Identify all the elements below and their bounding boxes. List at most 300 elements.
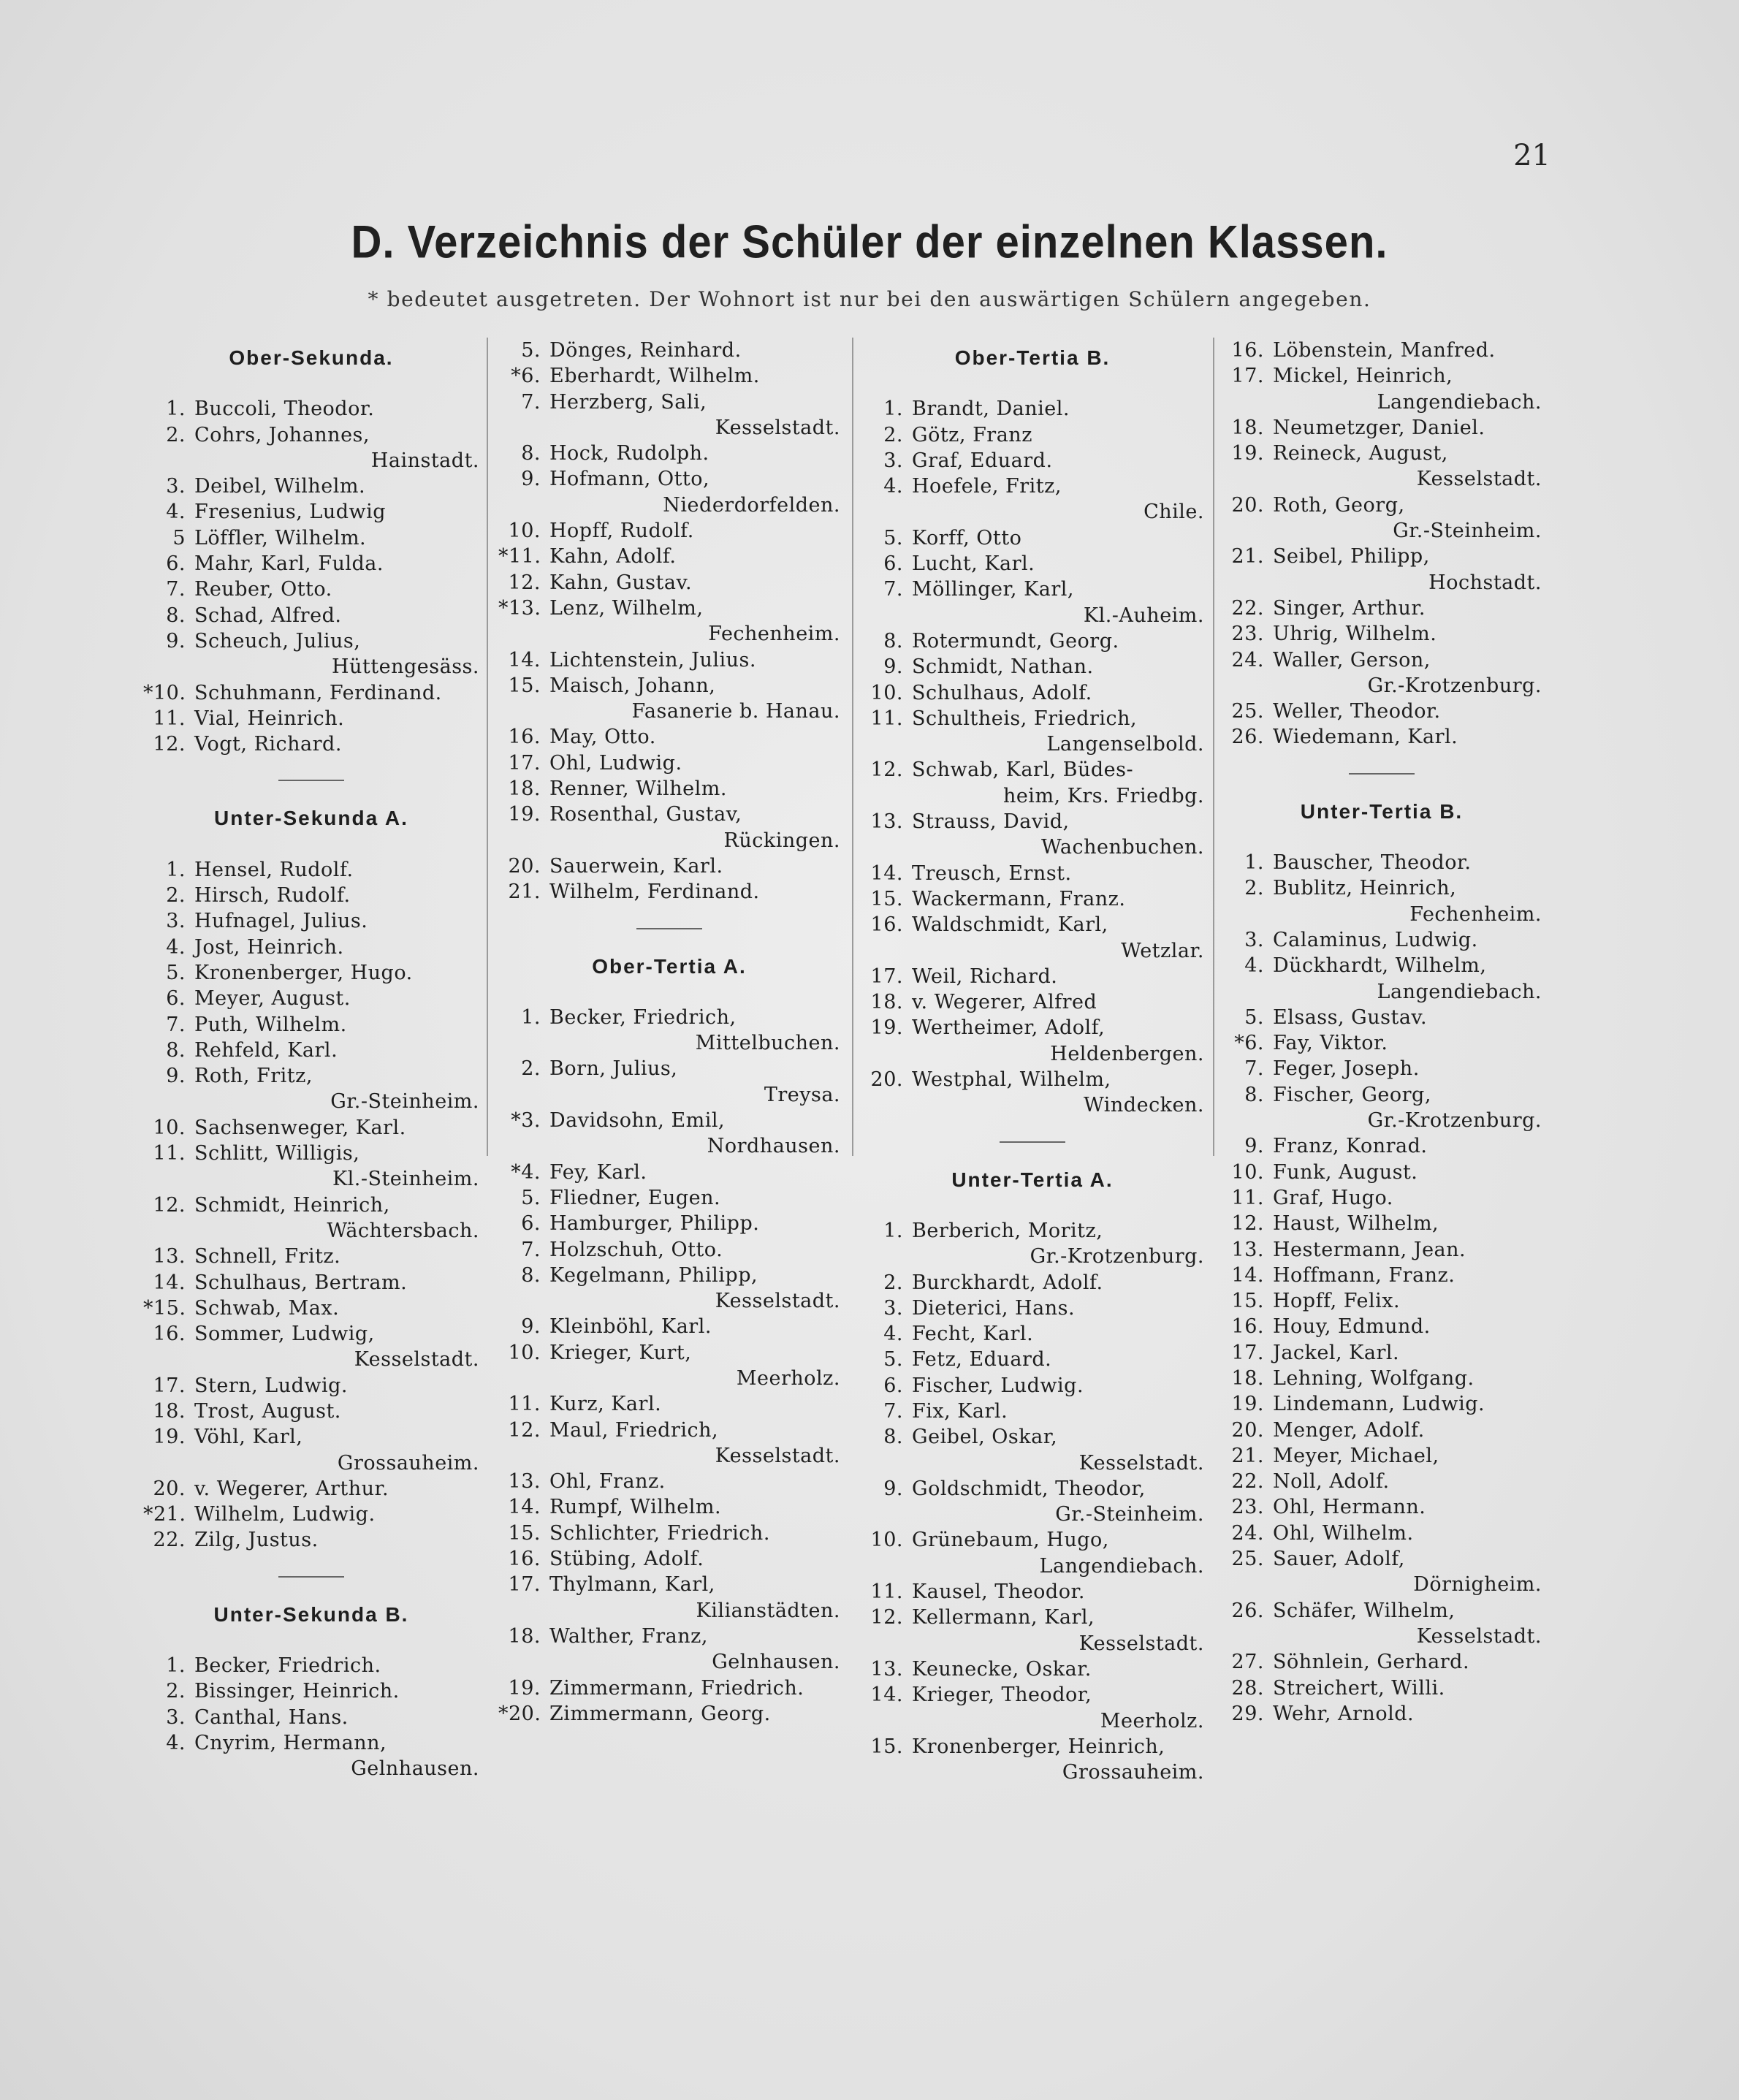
student-residence — [861, 1041, 1204, 1067]
student-entry — [1222, 1701, 1542, 1727]
student-name: Fecht, Karl. — [912, 1323, 1034, 1346]
student-entry — [861, 577, 1204, 602]
student-name: Kleinböhl, Karl. — [549, 1315, 712, 1339]
entry-number: 9. — [521, 1315, 541, 1339]
class-heading: Unter-Sekunda A. — [214, 807, 408, 830]
student-entry — [143, 1192, 479, 1218]
entry-number: 1. — [521, 1005, 541, 1029]
student-name: Hirsch, Rudolf. — [194, 884, 351, 908]
entry-number: 13. — [508, 1470, 541, 1494]
entry-number: 10. — [508, 520, 541, 543]
residence-text: Grossauheim. — [337, 1451, 479, 1475]
class-heading: Unter-Tertia A. — [951, 1168, 1114, 1191]
student-residence — [861, 1708, 1204, 1734]
entry-number: *10. — [143, 681, 186, 704]
student-name: Graf, Eduard. — [912, 449, 1053, 472]
student-name: Schnell, Fritz. — [194, 1245, 341, 1268]
student-name: Sommer, Ludwig, — [194, 1323, 375, 1346]
student-entry — [498, 1494, 840, 1520]
entry-number: 19. — [1231, 442, 1264, 465]
entry-number: 24. — [1231, 648, 1264, 672]
entry-number: 10. — [870, 681, 903, 704]
student-entry — [143, 1730, 479, 1756]
student-name: Kausel, Theodor. — [912, 1580, 1085, 1604]
student-entry — [498, 1056, 840, 1081]
student-residence — [143, 654, 479, 680]
student-name: Reuber, Otto. — [194, 578, 332, 601]
student-entry — [1222, 492, 1542, 518]
column-4 — [1222, 338, 1542, 1727]
entry-number: 13. — [1231, 1238, 1264, 1261]
entry-number: 4. — [883, 475, 903, 498]
student-entry — [143, 1270, 479, 1296]
student-entry — [143, 1476, 479, 1502]
student-entry — [1222, 1521, 1542, 1546]
residence-text: Langendiebach. — [1377, 390, 1542, 414]
student-name: Wackermann, Franz. — [912, 887, 1126, 910]
student-entry — [1222, 1185, 1542, 1211]
student-entry — [861, 1015, 1204, 1041]
student-name: Rotermundt, Georg. — [912, 629, 1119, 653]
residence-text: Kl.-Steinheim. — [332, 1168, 479, 1191]
student-entry — [861, 861, 1204, 886]
section-separator — [1000, 1141, 1065, 1143]
student-name: Jost, Heinrich. — [194, 935, 344, 959]
student-entry — [143, 908, 479, 934]
entry-number: 4. — [166, 935, 186, 959]
entry-number: 27. — [1231, 1651, 1264, 1674]
entry-number: 1. — [883, 1219, 903, 1242]
student-entry — [861, 706, 1204, 731]
student-name: Sauer, Adolf, — [1273, 1548, 1405, 1571]
entry-number: 3. — [883, 449, 903, 472]
student-entry — [1222, 1211, 1542, 1236]
entry-number: 26. — [1231, 1599, 1264, 1622]
entry-number: 9. — [883, 655, 903, 679]
student-entry — [143, 935, 479, 960]
student-name: Menger, Adolf. — [1273, 1418, 1425, 1442]
entry-number: 12. — [508, 571, 541, 594]
entry-number: 5. — [521, 1186, 541, 1209]
entry-number: 11. — [870, 707, 903, 730]
residence-text: Hüttengesäss. — [331, 655, 479, 679]
entry-number: 1. — [166, 397, 186, 421]
student-name: Cnyrim, Hermann, — [194, 1731, 387, 1754]
student-entry — [498, 853, 840, 879]
student-residence — [861, 1502, 1204, 1527]
student-name: Maisch, Johann, — [549, 674, 716, 697]
student-entry — [498, 363, 840, 389]
entry-number: 22. — [153, 1529, 186, 1552]
student-entry — [1222, 621, 1542, 647]
residence-text: Meerholz. — [1100, 1709, 1204, 1732]
entry-number: *4. — [511, 1160, 541, 1184]
student-name: Grünebaum, Hugo, — [912, 1529, 1109, 1552]
entry-number: 2. — [166, 423, 186, 446]
student-name: Fay, Viktor. — [1273, 1032, 1388, 1055]
student-entry — [861, 886, 1204, 912]
student-name: Weil, Richard. — [912, 965, 1058, 988]
residence-text: heim, Krs. Friedbg. — [1002, 784, 1204, 807]
student-residence — [1222, 979, 1542, 1005]
student-name: Thylmann, Karl, — [549, 1573, 715, 1597]
student-entry — [1222, 953, 1542, 978]
student-entry — [1222, 875, 1542, 901]
student-name: Trost, August. — [194, 1399, 341, 1423]
entry-number: 5. — [883, 526, 903, 549]
student-name: Maul, Friedrich, — [549, 1418, 719, 1442]
student-name: Zilg, Justus. — [194, 1529, 319, 1552]
entry-number: 16. — [508, 726, 541, 749]
residence-text: Gr.-Krotzenburg. — [1367, 1109, 1542, 1133]
entry-number: 14. — [153, 1271, 186, 1294]
student-name: Dückhardt, Wilhelm, — [1273, 954, 1487, 978]
student-residence — [498, 1443, 840, 1469]
student-entry — [143, 680, 479, 706]
student-entry — [498, 802, 840, 827]
entry-number: 15. — [870, 887, 903, 910]
entry-number: 10. — [870, 1529, 903, 1552]
student-name: Hofmann, Otto, — [549, 468, 710, 491]
student-entry — [861, 1682, 1204, 1708]
entry-number: 18. — [870, 991, 903, 1014]
student-residence — [861, 1092, 1204, 1118]
student-name: Hock, Rudolph. — [549, 442, 709, 465]
section-separator — [636, 928, 702, 929]
student-name: Streichert, Willi. — [1273, 1676, 1445, 1700]
student-entry — [861, 525, 1204, 551]
entry-number: 9. — [521, 468, 541, 491]
student-name: Hoefele, Fritz, — [912, 475, 1062, 498]
student-entry — [498, 1521, 840, 1546]
student-name: Schulhaus, Bertram. — [194, 1271, 408, 1294]
student-name: Meyer, Michael, — [1273, 1444, 1439, 1467]
entry-number: 20. — [153, 1477, 186, 1500]
student-entry — [861, 396, 1204, 422]
entry-number: 16. — [153, 1323, 186, 1346]
column-3 — [861, 338, 1204, 1785]
student-name: Buccoli, Theodor. — [194, 397, 375, 421]
student-entry — [143, 1321, 479, 1347]
student-name: Feger, Joseph. — [1273, 1057, 1420, 1081]
entry-number: 5. — [1244, 1005, 1264, 1029]
column-divider — [487, 338, 488, 1156]
entry-number: 10. — [1231, 1160, 1264, 1184]
student-entry — [1222, 1443, 1542, 1469]
student-residence — [861, 1244, 1204, 1269]
student-residence — [498, 1649, 840, 1675]
student-entry — [861, 1476, 1204, 1502]
residence-text: Fechenheim. — [1409, 902, 1542, 926]
entry-number: 7. — [166, 578, 186, 601]
entry-number: 26. — [1231, 726, 1264, 749]
entry-number: *6. — [1234, 1032, 1264, 1055]
student-name: Korff, Otto — [912, 526, 1022, 549]
entry-number: 25. — [1231, 1548, 1264, 1571]
student-entry — [1222, 699, 1542, 724]
entry-number: 12. — [153, 1193, 186, 1217]
residence-text: Kesselstadt. — [1416, 468, 1542, 491]
entry-number: 28. — [1231, 1676, 1264, 1700]
student-entry — [1222, 596, 1542, 621]
student-name: Möllinger, Karl, — [912, 578, 1074, 601]
entry-number: *3. — [511, 1109, 541, 1133]
student-name: Kahn, Gustav. — [549, 571, 693, 594]
entry-number: 8. — [521, 1263, 541, 1287]
entry-number: 20. — [1231, 493, 1264, 517]
student-entry — [861, 1321, 1204, 1347]
student-name: Graf, Hugo. — [1273, 1186, 1393, 1209]
entry-number: 7. — [521, 390, 541, 414]
residence-text: Heldenbergen. — [1050, 1042, 1204, 1065]
student-entry — [498, 1160, 840, 1185]
student-name: Ohl, Wilhelm. — [1273, 1521, 1414, 1545]
student-entry — [498, 596, 840, 621]
student-entry — [1222, 724, 1542, 750]
entry-number: 9. — [1244, 1135, 1264, 1158]
entry-number: *21. — [143, 1503, 186, 1526]
entry-number: 12. — [870, 1606, 903, 1629]
student-name: Ohl, Hermann. — [1273, 1496, 1426, 1519]
student-name: Stübing, Adolf. — [549, 1548, 704, 1571]
entry-number: 1. — [883, 397, 903, 421]
student-name: Meyer, August. — [194, 987, 351, 1011]
student-residence — [143, 1089, 479, 1114]
student-residence — [861, 938, 1204, 964]
student-entry — [143, 1296, 479, 1321]
student-entry — [143, 706, 479, 731]
student-entry — [143, 525, 479, 551]
student-entry — [1222, 1675, 1542, 1701]
student-entry — [1222, 415, 1542, 441]
student-name: Söhnlein, Gerhard. — [1273, 1651, 1470, 1674]
student-entry — [861, 448, 1204, 473]
student-entry — [498, 647, 840, 673]
residence-text: Wetzlar. — [1121, 939, 1204, 962]
student-entry — [861, 1424, 1204, 1450]
student-name: Schäfer, Wilhelm, — [1273, 1599, 1455, 1622]
student-name: Kurz, Karl. — [549, 1393, 662, 1416]
student-name: Wilhelm, Ferdinand. — [549, 880, 760, 904]
student-name: Strauss, David, — [912, 810, 1070, 834]
residence-text: Gr.-Krotzenburg. — [1030, 1245, 1204, 1268]
student-name: Neumetzger, Daniel. — [1273, 416, 1485, 439]
entry-number: *20. — [498, 1702, 541, 1725]
student-residence — [861, 1759, 1204, 1785]
student-entry — [1222, 1494, 1542, 1520]
student-entry — [498, 466, 840, 492]
student-residence — [861, 1631, 1204, 1656]
student-entry — [861, 1734, 1204, 1759]
student-entry — [861, 1270, 1204, 1296]
residence-text: Treysa. — [764, 1083, 840, 1106]
student-name: Elsass, Gustav. — [1273, 1005, 1428, 1029]
student-entry — [498, 1340, 840, 1366]
entry-number: 5. — [521, 339, 541, 362]
student-entry — [861, 1399, 1204, 1424]
entry-number: 3. — [1244, 928, 1264, 951]
class-heading: Unter-Tertia B. — [1300, 799, 1464, 823]
student-name: Singer, Arthur. — [1273, 596, 1426, 620]
student-name: Rehfeld, Karl. — [194, 1038, 338, 1062]
column-divider — [1213, 338, 1214, 1156]
entry-number: 11. — [508, 1393, 541, 1416]
entry-number: 19. — [1231, 1393, 1264, 1416]
entry-number: 12. — [508, 1418, 541, 1442]
student-name: Vöhl, Karl, — [194, 1426, 303, 1449]
student-name: Keunecke, Oskar. — [912, 1657, 1092, 1681]
student-residence — [1222, 1624, 1542, 1649]
student-name: Holzschuh, Otto. — [549, 1238, 723, 1261]
student-entry — [498, 1005, 840, 1030]
student-name: Sauerwein, Karl. — [549, 854, 723, 878]
student-entry — [1222, 1366, 1542, 1391]
student-entry — [143, 1141, 479, 1166]
student-entry — [861, 1656, 1204, 1682]
student-name: Herzberg, Sali, — [549, 390, 707, 414]
student-name: Wehr, Arnold. — [1273, 1702, 1415, 1725]
column-2 — [498, 338, 840, 1727]
entry-number: 15. — [870, 1735, 903, 1758]
student-entry — [498, 776, 840, 802]
student-entry — [498, 1572, 840, 1597]
student-entry — [498, 1211, 840, 1236]
entry-number: 5 — [172, 526, 186, 549]
entry-number: 17. — [1231, 1341, 1264, 1364]
student-name: Kellermann, Karl, — [912, 1606, 1095, 1629]
student-name: Hamburger, Philipp. — [549, 1212, 760, 1236]
student-entry — [143, 1502, 479, 1527]
student-entry — [143, 1527, 479, 1553]
entry-number: 14. — [870, 1684, 903, 1707]
student-name: Funk, August. — [1273, 1160, 1418, 1184]
student-name: Kegelmann, Philipp, — [549, 1263, 758, 1287]
residence-text: Niederdorfelden. — [663, 493, 840, 517]
entry-number: 2. — [166, 1680, 186, 1703]
entry-number: 16. — [1231, 1315, 1264, 1339]
entry-number: 15. — [508, 1521, 541, 1545]
student-name: Eberhardt, Wilhelm. — [549, 365, 760, 388]
residence-text: Fechenheim. — [708, 623, 840, 646]
student-residence — [498, 1366, 840, 1391]
student-entry — [861, 1347, 1204, 1372]
entry-number: 12. — [870, 758, 903, 782]
residence-text: Gelnhausen. — [351, 1757, 479, 1781]
entry-number: 11. — [153, 1142, 186, 1165]
entry-number: 7. — [521, 1238, 541, 1261]
student-residence — [143, 448, 479, 473]
student-name: Scheuch, Julius, — [194, 629, 361, 653]
entry-number: *13. — [498, 596, 541, 620]
student-entry — [861, 912, 1204, 937]
student-name: Zimmermann, Georg. — [549, 1702, 771, 1725]
student-entry — [143, 551, 479, 577]
entry-number: 7. — [883, 578, 903, 601]
student-residence — [498, 828, 840, 853]
student-entry — [498, 1185, 840, 1211]
student-entry — [498, 673, 840, 699]
entry-number: 6. — [166, 552, 186, 576]
entry-number: 8. — [883, 1426, 903, 1449]
residence-text: Gelnhausen. — [712, 1651, 840, 1674]
residence-text: Mittelbuchen. — [695, 1032, 840, 1055]
entry-number: 17. — [508, 1573, 541, 1597]
student-name: Cohrs, Johannes, — [194, 423, 370, 446]
student-entry — [143, 1038, 479, 1063]
student-entry — [861, 1067, 1204, 1092]
entry-number: 13. — [153, 1245, 186, 1268]
student-entry — [1222, 1340, 1542, 1366]
entry-number: 18. — [508, 777, 541, 801]
residence-text: Gr.-Steinheim. — [330, 1090, 479, 1114]
entry-number: 6. — [883, 1374, 903, 1397]
student-name: Wertheimer, Adolf, — [912, 1016, 1106, 1040]
student-entry — [1222, 338, 1542, 363]
student-name: Roth, Georg, — [1273, 493, 1405, 517]
student-name: Berberich, Moritz, — [912, 1219, 1103, 1242]
entry-number: 17. — [870, 965, 903, 988]
student-name: Schmidt, Heinrich, — [194, 1193, 390, 1217]
student-name: Waller, Gerson, — [1273, 648, 1431, 672]
student-name: Stern, Ludwig. — [194, 1374, 349, 1397]
student-name: Ohl, Ludwig. — [549, 751, 682, 775]
entry-number: 2. — [521, 1057, 541, 1081]
entry-number: *15. — [143, 1296, 186, 1320]
student-entry — [1222, 1030, 1542, 1056]
entry-number: 21. — [1231, 545, 1264, 568]
student-entry — [498, 338, 840, 363]
student-entry — [143, 986, 479, 1011]
student-residence — [861, 731, 1204, 757]
student-entry — [1222, 927, 1542, 953]
residence-text: Kesselstadt. — [715, 416, 840, 439]
page-subtitle: * bedeutet ausgetreten. Der Wohnort ist nur bei den auswärtigen Schülern angegeben. — [368, 287, 1371, 311]
student-name: Fresenius, Ludwig — [194, 501, 387, 524]
entry-number: 3. — [166, 475, 186, 498]
student-entry — [143, 1012, 479, 1038]
student-residence — [861, 834, 1204, 860]
entry-number: 22. — [1231, 596, 1264, 620]
student-name: Deibel, Wilhelm. — [194, 475, 366, 498]
student-entry — [861, 809, 1204, 834]
entry-number: 5. — [166, 961, 186, 984]
student-entry — [861, 757, 1204, 783]
entry-number: 4. — [883, 1323, 903, 1346]
residence-text: Kesselstadt. — [715, 1444, 840, 1467]
student-entry — [1222, 1237, 1542, 1263]
residence-text: Grossauheim. — [1062, 1761, 1204, 1784]
entry-number: 6. — [883, 552, 903, 576]
student-name: Bauscher, Theodor. — [1273, 851, 1472, 875]
student-entry — [143, 1063, 479, 1089]
residence-text: Kesselstadt. — [1078, 1451, 1204, 1475]
student-entry — [498, 750, 840, 776]
entry-number: 6. — [521, 1212, 541, 1236]
student-residence — [498, 1133, 840, 1159]
student-name: Becker, Friedrich. — [194, 1654, 381, 1678]
student-name: v. Wegerer, Alfred — [912, 991, 1097, 1014]
entry-number: 18. — [1231, 416, 1264, 439]
class-heading: Unter-Sekunda B. — [213, 1602, 409, 1626]
entry-number: 9. — [883, 1477, 903, 1500]
entry-number: 8. — [1244, 1083, 1264, 1106]
student-name: Bissinger, Heinrich. — [194, 1680, 400, 1703]
student-name: Mahr, Karl, Fulda. — [194, 552, 384, 576]
class-heading: Ober-Tertia A. — [592, 954, 747, 978]
student-name: Götz, Franz — [912, 423, 1032, 446]
student-entry — [1222, 1288, 1542, 1314]
student-residence — [861, 603, 1204, 628]
